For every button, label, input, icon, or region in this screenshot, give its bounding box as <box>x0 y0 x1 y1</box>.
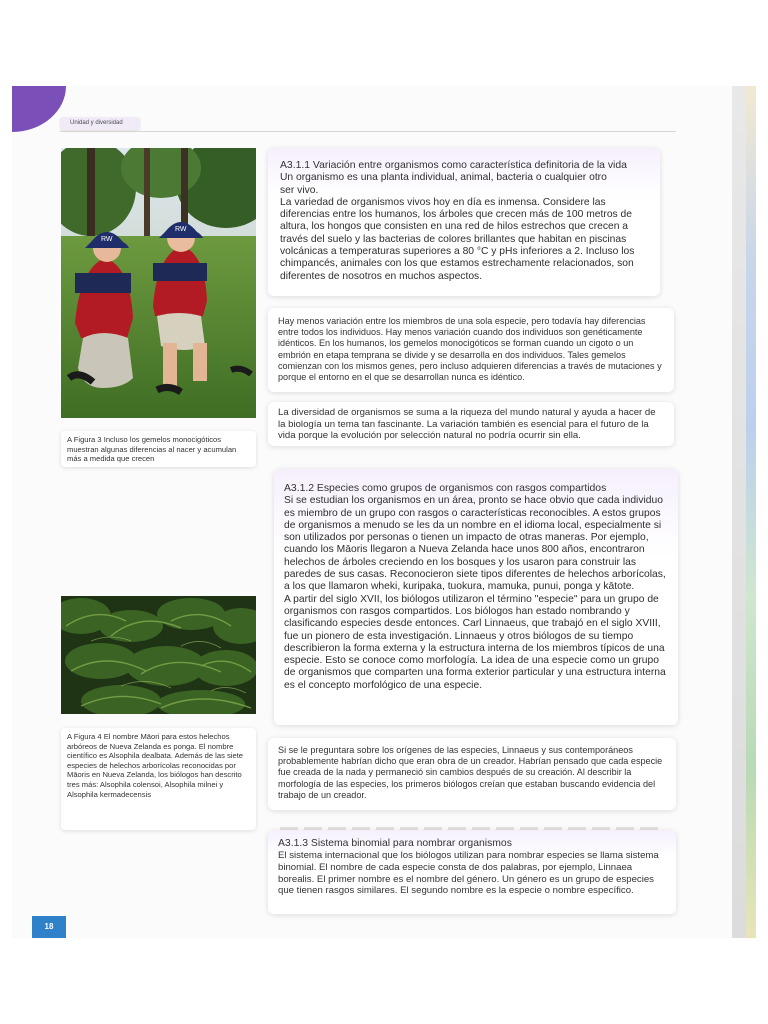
textbook-page <box>12 86 744 938</box>
section-a311-intro: Un organismo es una planta individual, animal, bacteria o cualquier otro ser vivo. <box>280 172 607 196</box>
section-a312-body2: A partir del siglo XVII, los biólogos utilizaron el término "especie" para un grupo de organismos con rasgos compartidos. Los biólogos han estado nombrando y clasificando especies desde entonces. Carl Linnaeus, que trabajó en el siglo XVIII, fue un pionero de esta investigación. Linnaeus y otros biólogos de su tiempo describieron la forma externa y la estructura interna de los miembros típicos de una especie. Esto se conoce como morfología. La idea de una especie como un grupo de organismos que comparten una forma exterior particular y una estructura interna es el concepto morfológico de una especie. <box>284 593 666 691</box>
cap-logo-left: RW <box>101 236 113 243</box>
linnaeus-box <box>268 738 676 810</box>
cap-logo-right: RW <box>175 226 187 233</box>
page-edge-shadow <box>732 86 746 938</box>
section-a312-body1: Si se estudian los organismos en un área, pronto se hace obvio que cada individuo es miembro de un grupo con rasgos o características reconocibles. A estos grupos de organismos a menudo se les da un nombre en el idioma local, especialmente si son utilizados por personas o tienen un impacto de otras maneras. Por ejemplo, cuando los Māoris llegaron a Nueva Zelanda hace unos 800 años, encontraron helechos de árboles creciendo en los bosques y los usaron para construir las paredes de sus casas. Reconocieron siete tipos diferentes de helechos arborícolas, a los que llamaron wheki, kuripaka, tuokura, mamuka, punui, ponga y kātote. <box>284 495 666 593</box>
tree-ferns-photo <box>61 596 256 714</box>
color-edge-strip <box>746 86 756 938</box>
twins-photo <box>61 148 256 418</box>
twins-variation-text: Hay menos variación entre los miembros de una sola especie, pero todavía hay diferencias entre todos los individuos. Hay menos variación cuando dos individuos son genéticamente idénticos. En los humanos, los gemelos monocigóticos se forman cuando un cigoto o un embrión en etapa temprana se divide y se desarrolla en dos individuos. Tales gemelos comienzan con los mismos genes, pero incluso adquieren diferencias a través de mutaciones y porque el entorno en el que se desarrollan nunca es idéntico. <box>278 316 662 383</box>
section-a313-box <box>268 830 676 914</box>
section-a311-body: La variedad de organismos vivos hoy en día es inmensa. Considere las diferencias entre los humanos, los árboles que crecen más de 100 metros de altura, los hongos que consisten en una red de hilos estrechos que crecen a través del suelo y las bacterias de colores brillantes que habitan en piscinas volcánicas a temperaturas superiores a 80 °C y pHs inferiores a 2. Incluso los chimpancés, animales con los que estamos estrechamente relacionados, son diferentes de nosotros en muchos aspectos. <box>280 196 635 282</box>
diversity-text: La diversidad de organismos se suma a la riqueza del mundo natural y ayuda a hacer de la biología un tema tan fascinante. La variación también es esencial para el futuro de la vida porque la evolución por selección natural no podría ocurrir sin ella. <box>278 407 656 442</box>
page-number: 18 <box>32 916 66 938</box>
diversity-box <box>268 402 674 446</box>
section-a311-box <box>268 148 660 296</box>
corner-decoration <box>12 86 66 132</box>
twins-variation-box <box>268 308 674 392</box>
figure-4-caption: A Figura 4 El nombre Māori para estos helechos arbóreos de Nueva Zelanda es ponga. El nombre científico es Alsophila dealbata. Además de las siete especies de helechos arborícolas reconocidas por Māoris en Nueva Zelanda, los biólogos han descrito tres más: Alsophila colensoi, Alsophila milnei y Alsophila kermadecensis <box>61 728 256 830</box>
section-a312-heading: A3.1.2 Especies como grupos de organismos con rasgos compartidos <box>284 483 607 494</box>
header-rule <box>60 131 676 132</box>
linnaeus-text: Si se le preguntara sobre los orígenes de las especies, Linnaeus y sus contemporáneos probablemente habrían dicho que eran obra de un creador. Habrían pensado que cada especie fue creada de la nada y permaneció sin cambios después de su creación. Al describir la morfología de las especies, los primeros biólogos creían que estaban buscando evidencia del trabajo de un creador. <box>278 745 663 800</box>
section-a313-heading: A3.1.3 Sistema binomial para nombrar organismos <box>278 838 512 849</box>
unit-tab: Unidad y diversidad <box>60 117 140 130</box>
section-a311-heading: A3.1.1 Variación entre organismos como característica definitoria de la vida <box>280 160 627 171</box>
section-a312-box <box>274 469 678 725</box>
section-a313-body: El sistema internacional que los biólogos utilizan para nombrar especies se llama sistema binomial. El nombre de cada especie consta de dos palabras, por ejemplo, Linnaea borealis. El primer nombre es el nombre del género. Un género es un grupo de especies que tienen rasgos similares. El segundo nombre es la especie o nombre específico. <box>278 850 659 897</box>
figure-3-caption: A Figura 3 Incluso los gemelos monocigóticos muestran algunas diferencias al nacer y acumulan más a medida que crecen <box>61 431 256 467</box>
